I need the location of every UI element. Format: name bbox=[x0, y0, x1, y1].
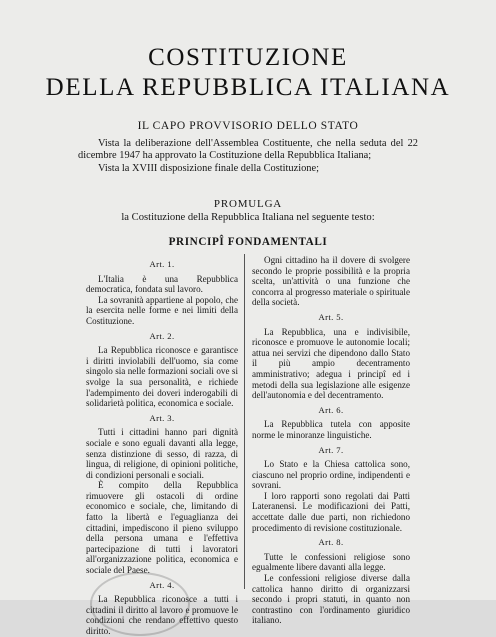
article-paragraph: Ogni cittadino ha il dovere di svolgere secondo le proprie possibilità e la propria scelta, un'attività o una funzione che concorra al progresso materiale o spirituale della società. bbox=[252, 255, 410, 308]
preamble-paragraph: Vista la XVIII disposizione finale della Costituzione; bbox=[98, 162, 319, 174]
head-of-state-heading: IL CAPO PROVVISORIO DELLO STATO bbox=[137, 120, 359, 132]
seal-stamp bbox=[90, 572, 190, 636]
document-title-line2: DELLA REPUBBLICA ITALIANA bbox=[45, 74, 451, 101]
preamble-paragraph: Vista la deliberazione dell'Assemblea Costituente, che nella seduta del 22 dicembre 1947 ha approvato la Costituzione della Repubblica Italiana; bbox=[78, 138, 418, 162]
article-heading: Art. 2. bbox=[149, 330, 175, 341]
article-paragraph: Tutti i cittadini hanno pari dignità sociale e sono eguali davanti alla legge, senza distinzione di sesso, di razza, di lingua, di religione, di opinioni politiche, di condizioni personali e sociali. bbox=[86, 427, 238, 480]
article-paragraph: La Repubblica riconosce a tutti i cittadini il diritto al lavoro e promuove le condizioni che rendano effettivo questo diritto. bbox=[86, 594, 238, 636]
article-heading: Art. 8. bbox=[318, 537, 344, 548]
article-paragraph: Tutte le confessioni religiose sono egualmente libere davanti alla legge. bbox=[252, 551, 410, 573]
preamble bbox=[78, 138, 418, 175]
document-title: COSTITUZIONE bbox=[148, 44, 348, 71]
article-heading: Art. 5. bbox=[318, 311, 344, 322]
promulga-heading: PROMULGA bbox=[213, 198, 283, 210]
article-heading: Art. 7. bbox=[318, 444, 344, 455]
article-paragraph: La sovranità appartiene al popolo, che la esercita nelle forme e nei limiti della Costituzione. bbox=[86, 294, 238, 326]
article-paragraph: La Repubblica tutela con apposite norme le minoranze linguistiche. bbox=[252, 419, 410, 440]
column-divider bbox=[244, 254, 245, 589]
article-paragraph: L'Italia è una Repubblica democratica, fondata sul lavoro. bbox=[86, 273, 238, 295]
article-paragraph: La Repubblica riconosce e garantisce i diritti inviolabili dell'uomo, sia come singolo sia nelle formazioni sociali ove si svolge la sua personalità, e richiede l'adempimento dei doveri inderogabili di solidarietà politica, economica e sociale. bbox=[86, 345, 238, 409]
article-paragraph: Lo Stato e la Chiesa cattolica sono, ciascuno nel proprio ordine, indipendenti e sovrani. bbox=[252, 459, 410, 491]
article-paragraph: Le confessioni religiose diverse dalla cattolica hanno diritto di organizzarsi secondo i propri statuti, in quanto non contrastino con l'ordinamento giuridico italiano. bbox=[252, 573, 410, 626]
article-heading: Art. 3. bbox=[149, 412, 175, 423]
article-heading: Art. 1. bbox=[149, 259, 175, 269]
article-heading: Art. 6. bbox=[318, 404, 344, 415]
right-column bbox=[252, 255, 410, 626]
article-paragraph: I loro rapporti sono regolati dai Patti Lateranensi. Le modificazioni dei Patti, accettate dalle due parti, non richiedono procedimento di revisione costituzionale. bbox=[252, 490, 410, 533]
article-paragraph: La Repubblica, una e indivisibile, riconosce e promuove le autonomie locali; attua nei servizi che dipendono dallo Stato il più ampio decentramento amministrativo; adegua i principî ed i metodi della sua legislazione alle esigenze dell'autonomia e del decentramento. bbox=[252, 326, 410, 401]
promulga-text: la Costituzione della Repubblica Italiana nel seguente testo: bbox=[121, 212, 375, 223]
article-paragraph: È compito della Repubblica rimuovere gli ostacoli di ordine economico e sociale, che, limitando di fatto la libertà e l'eguaglianza dei cittadini, impediscono il pieno sviluppo della persona umana e l'effettiva partecipazione di tutti i lavoratori all'organizzazione politica, economica e sociale del Paese. bbox=[86, 480, 238, 576]
article-heading: Art. 4. bbox=[149, 579, 175, 590]
section-title: PRINCIPÎ FONDAMENTALI bbox=[168, 236, 328, 248]
